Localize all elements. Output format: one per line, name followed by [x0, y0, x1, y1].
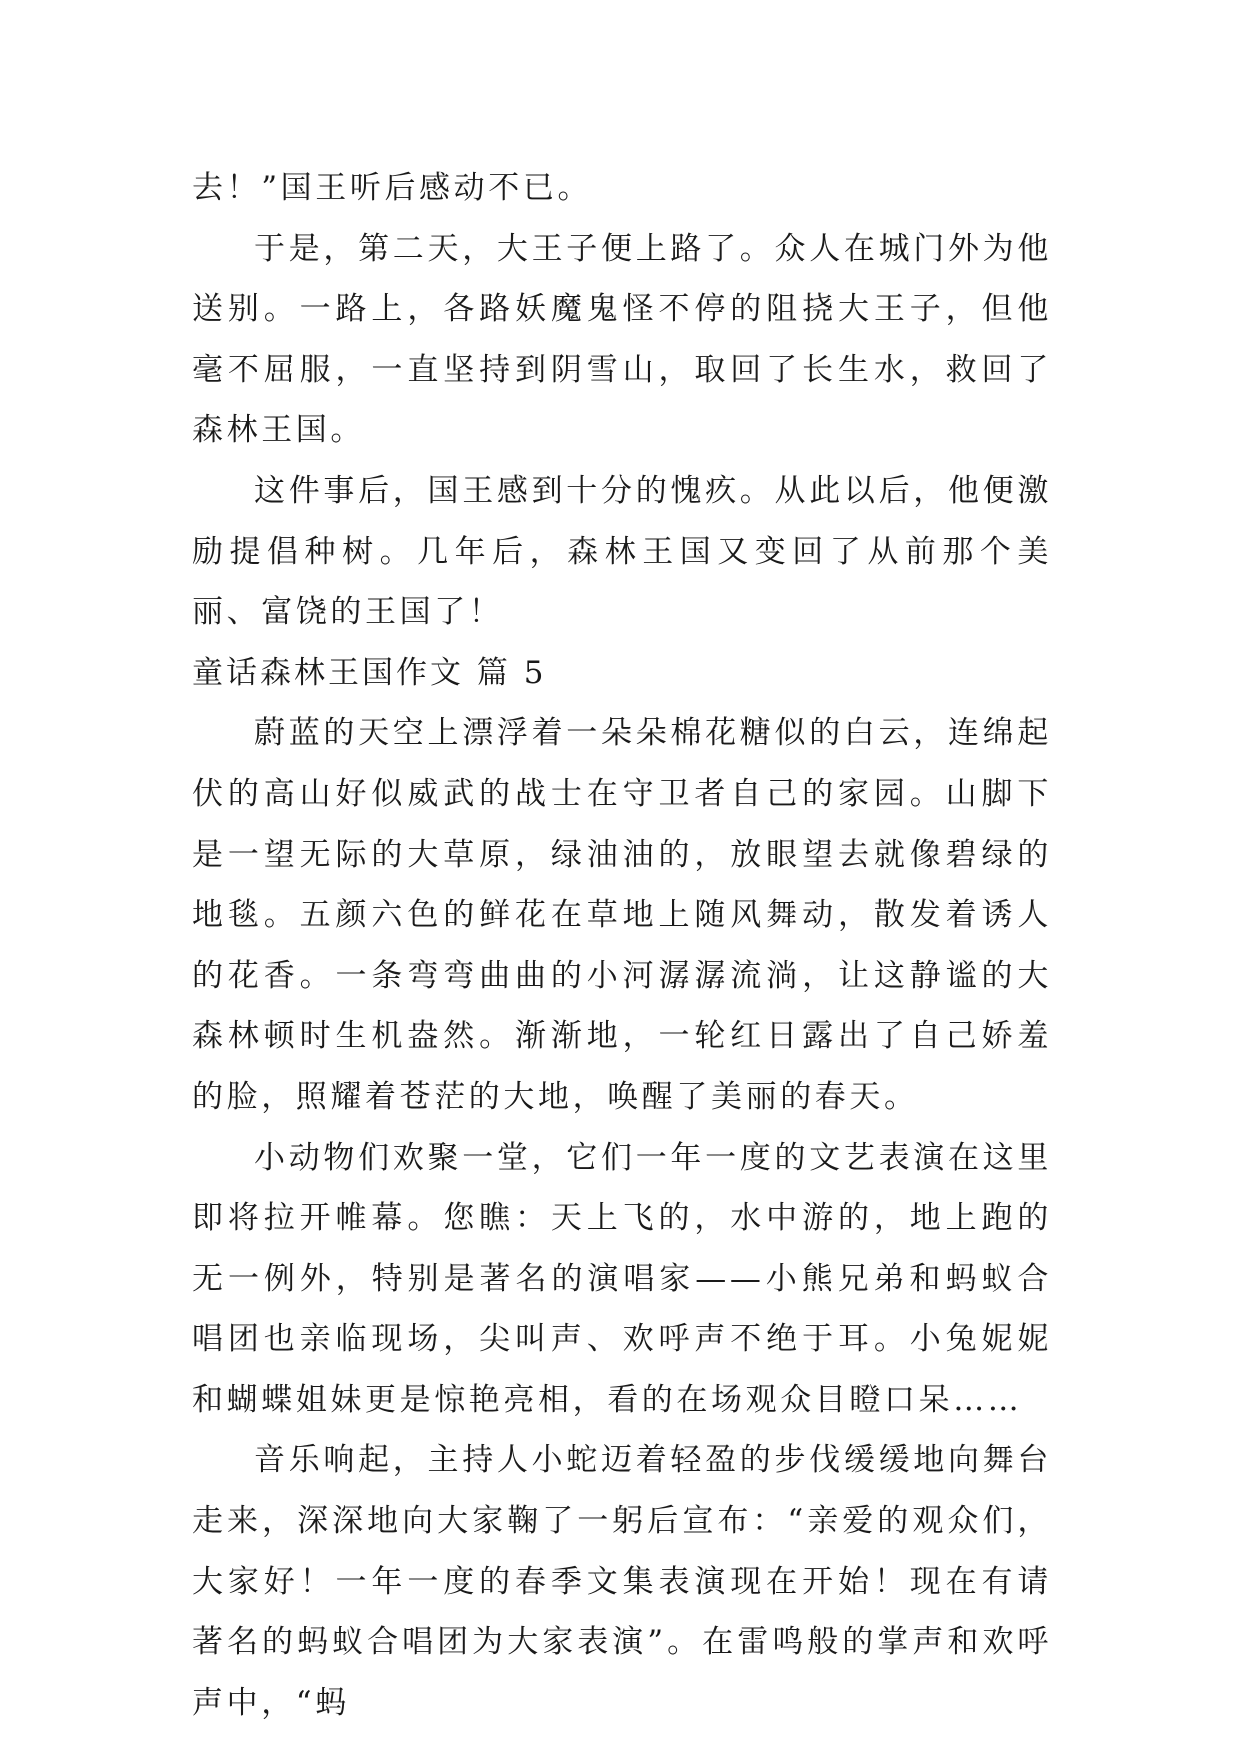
- document-body: [192, 158, 1052, 1733]
- paragraph-continuation: 去！”国王听后感动不已。: [192, 170, 593, 206]
- paragraph: 蔚蓝的天空上漂浮着一朵朵棉花糖似的白云，连绵起伏的高山好似威武的战士在守卫者自己的家园。山脚下是一望无际的大草原，绿油油的，放眼望去就像碧绿的地毯。五颜六色的鲜花在草地上随风舞动，散发着诱人的花香。一条弯弯曲曲的小河潺潺流淌，让这静谧的大森林顿时生机盎然。渐渐地，一轮红日露出了自己娇羞的脸，照耀着苍茫的大地，唤醒了美丽的春天。: [192, 715, 1052, 1115]
- section-heading: 童话森林王国作文 篇 5: [192, 654, 547, 691]
- paragraph: 这件事后，国王感到十分的愧疚。从此以后，他便激励提倡种树。几年后，森林王国又变回了从前那个美丽、富饶的王国了！: [192, 472, 1052, 631]
- paragraph: 音乐响起，主持人小蛇迈着轻盈的步伐缓缓地向舞台走来，深深地向大家鞠了一躬后宣布：“亲爱的观众们，大家好！一年一度的春季文集表演现在开始！现在有请著名的蚂蚁合唱团为大家表演”。在雷鸣般的掌声和欢呼声中，“蚂: [192, 1442, 1052, 1721]
- paragraph: 于是，第二天，大王子便上路了。众人在城门外为他送别。一路上，各路妖魔鬼怪不停的阻挠大王子，但他毫不屈服，一直坚持到阴雪山，取回了长生水，救回了森林王国。: [192, 230, 1052, 449]
- paragraph: 小动物们欢聚一堂，它们一年一度的文艺表演在这里即将拉开帷幕。您瞧：天上飞的，水中游的，地上跑的无一例外，特别是著名的演唱家——小熊兄弟和蚂蚁合唱团也亲临现场，尖叫声、欢呼声不绝于耳。小兔妮妮和蝴蝶姐妹更是惊艳亮相，看的在场观众目瞪口呆……: [192, 1139, 1052, 1418]
